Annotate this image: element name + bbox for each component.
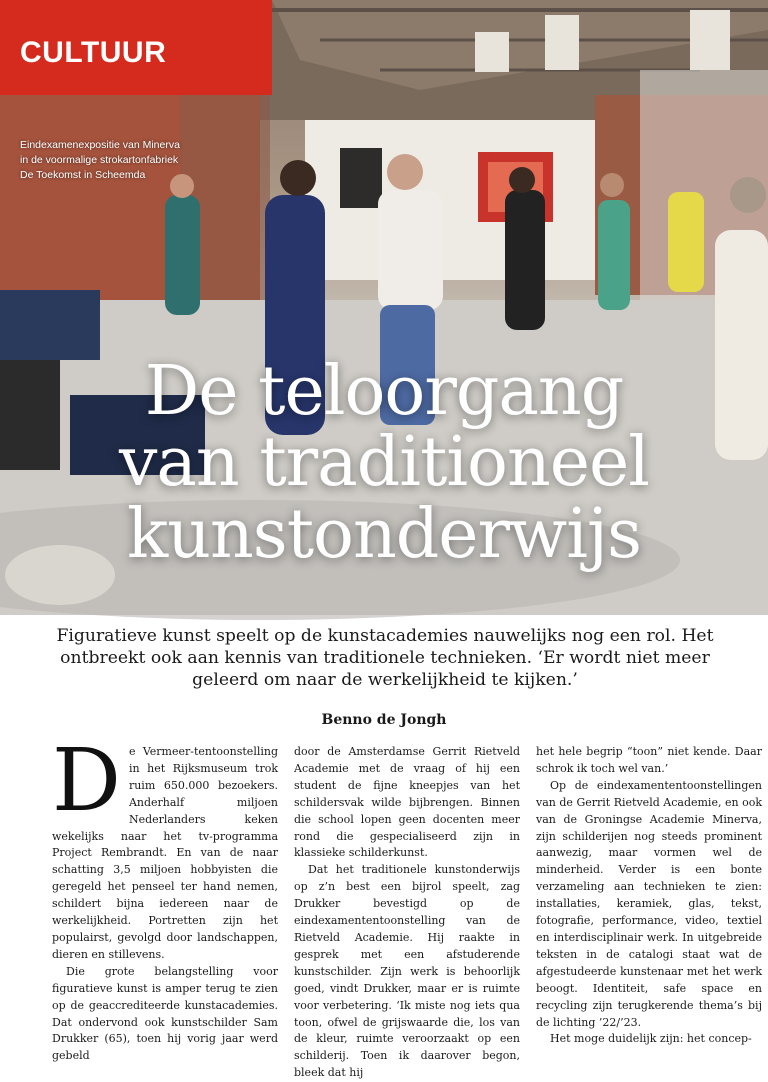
body-paragraph: Die grote belangstelling voor figuratieve kunst is amper terug te zien op de geaccrediteerde kunstacademies. Dat ondervond ook kunstschilder Sam Drukker (65), toen hij vorig jaar werd gebeld	[52, 964, 278, 1063]
section-label	[0, 0, 272, 95]
body-paragraph: Het moge duidelijk zijn: het concep-	[550, 1032, 752, 1046]
article-intro: Figuratieve kunst speelt op de kunstacademies nauwelijks nog een rol. Het ontbreekt ook aan kennis van traditionele technieken. ‘Er wordt niet meer geleerd om naar de werkelijkheid te kijken.’	[56, 626, 714, 691]
body-paragraph: Op de eindexamententoonstellingen van de Gerrit Rietveld Academie, en ook van de Groningse Academie Minerva, zijn schilderijen nog steeds prominent aanwezig, maar vormen wel de minderheid. Verder is een bonte verzameling aan technieken te zien: installaties, keramiek, glas, tekst, fotografie, performance, video, textiel en interdisciplinair werk. In uitgebreide teksten in de catalogi staat wat de afgestudeerde kunstenaar met het werk beoogt. Identiteit, safe space en recycling zijn terugkerende thema’s bij de lichting ’22/’23.	[536, 778, 762, 1029]
article-body	[52, 731, 762, 1080]
photo-caption: Eindexamenexpositie van Minerva in de voormalige strokartonfabriek De Toekomst in Scheemda	[20, 139, 180, 182]
headline-line-2: van traditioneel	[118, 423, 650, 503]
body-paragraph: het hele begrip “toon” niet kende. Daar schrok ik toch wel van.’	[536, 745, 762, 775]
doorway	[340, 148, 382, 208]
window	[475, 32, 509, 72]
drop-cap: D	[52, 731, 121, 831]
body-column-1	[52, 731, 278, 1063]
article-headline	[0, 352, 768, 574]
window	[690, 10, 730, 70]
author-byline: Benno de Jongh	[321, 712, 447, 728]
installation-screen	[0, 290, 100, 360]
body-column-2	[294, 744, 520, 1080]
body-paragraph: e Vermeer-tentoonstelling in het Rijksmuseum trok ruim 650.000 bezoekers. Anderhalf miljoen Nederlanders keken wekelijks naar het tv-programma Project Rembrandt. En van de naar schatting 3,5 miljoen hobbyisten die geregeld het penseel ter hand nemen, schildert bijna iedereen naar de werkelijkheid. Portretten zijn het populairst, gevolgd door landschappen, dieren en stillevens.	[52, 745, 278, 961]
body-paragraph: Dat het traditionele kunstonderwijs op z’n best een bijrol speelt, zag Drukker bevestigd op de eindexamententoonstelling van de Rietveld Academie. Hij raakte in gesprek met een afstuderende kunstschilder. Zijn werk is behoorlijk goed, vindt Drukker, maar er is ruimte voor verbetering. ‘Ik miste nog iets qua toon, ofwel de grijswaarde die, los van de kleur, ruimte veroorzaakt op een schilderij. Toen ik daarover begon, bleek dat hij	[294, 863, 520, 1080]
window	[545, 15, 579, 70]
section-label-text: CULTUUR	[20, 36, 167, 69]
body-paragraph: door de Amsterdamse Gerrit Rietveld Academie met de vraag of hij een student de fijne kneepjes van het schildersvak wilde bijbrengen. Binnen die school lopen geen docenten meer rond die gespecialiseerd zijn in klassieke schilderkunst.	[294, 745, 520, 860]
headline-line-1: De teloorgang	[144, 352, 624, 431]
body-column-3	[536, 744, 762, 1046]
headline-line-3: kunstonderwijs	[127, 494, 641, 574]
